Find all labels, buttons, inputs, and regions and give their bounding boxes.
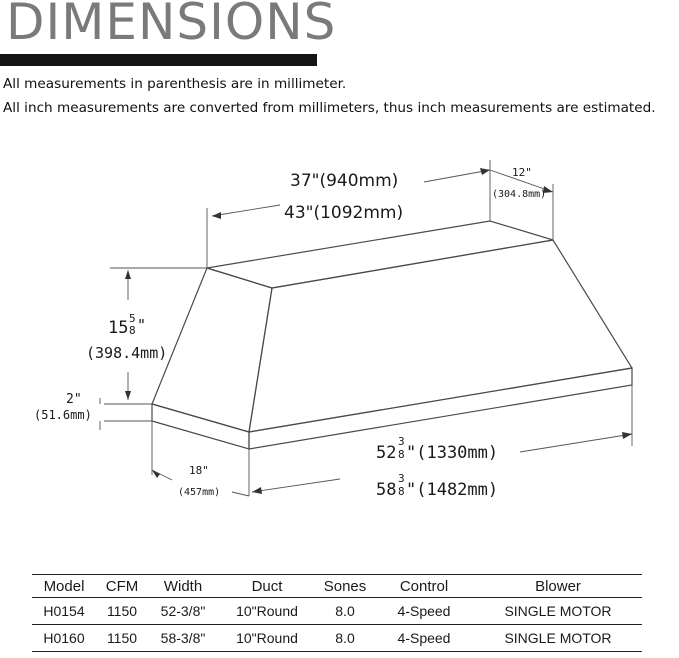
- label-band-height-mm: (51.6mm): [34, 408, 92, 422]
- label-front-width-num: 3: [398, 435, 405, 448]
- spec-header-blower: Blower: [474, 575, 642, 598]
- spec-header-control: Control: [374, 575, 474, 598]
- spec-header-cfm: CFM: [96, 575, 148, 598]
- label-height-whole: 15: [108, 318, 129, 338]
- table-row: [32, 625, 642, 652]
- label-overall-width-num: 3: [398, 472, 405, 485]
- label-front-width-den: 8: [398, 448, 405, 461]
- hood-front-face: [249, 240, 632, 432]
- label-height-mm: (398.4mm): [86, 344, 168, 362]
- label-front-width-whole: 52: [376, 443, 397, 463]
- spec-cell-blower: SINGLE MOTOR: [474, 598, 642, 625]
- hood-band-front: [249, 368, 632, 449]
- spec-cell-width: 52-3/8": [148, 598, 218, 625]
- label-overall-width-den: 8: [398, 485, 405, 498]
- spec-table-header-row: [32, 575, 642, 598]
- label-height: [108, 318, 128, 338]
- spec-cell-duct: 10"Round: [218, 598, 316, 625]
- label-top-depth-mm: (304.8mm): [492, 189, 547, 200]
- note-millimeter: All measurements in parenthesis are in millimeter.: [3, 76, 347, 92]
- label-height-num: 5: [129, 312, 136, 325]
- spec-header-sones: Sones: [316, 575, 374, 598]
- spec-header-width: Width: [148, 575, 218, 598]
- spec-cell-sones: 8.0: [316, 625, 374, 652]
- spec-header-duct: Duct: [218, 575, 316, 598]
- label-bottom-depth-in: 18": [189, 464, 209, 477]
- spec-cell-control: 4-Speed: [374, 598, 474, 625]
- label-overall-width-rest: "(1482mm): [406, 480, 499, 500]
- spec-cell-control: 4-Speed: [374, 625, 474, 652]
- label-top-depth-in: 12": [512, 166, 532, 179]
- spec-cell-model: H0160: [32, 625, 96, 652]
- spec-header-model: Model: [32, 575, 96, 598]
- spec-cell-cfm: 1150: [96, 625, 148, 652]
- label-bottom-depth-mm: (457mm): [178, 487, 221, 498]
- spec-table: [32, 574, 642, 652]
- label-top-front-width: 37"(940mm): [290, 171, 399, 191]
- spec-cell-blower: SINGLE MOTOR: [474, 625, 642, 652]
- table-row: [32, 598, 642, 625]
- spec-cell-width: 58-3/8": [148, 625, 218, 652]
- spec-cell-model: H0154: [32, 598, 96, 625]
- label-band-height-in: 2": [66, 392, 82, 407]
- spec-cell-duct: 10"Round: [218, 625, 316, 652]
- label-height-den: 8: [129, 324, 136, 337]
- label-front-width-rest: "(1330mm): [406, 443, 499, 463]
- note-estimated: All inch measurements are converted from millimeters, thus inch measurements are estimated.: [3, 100, 656, 116]
- spec-cell-sones: 8.0: [316, 598, 374, 625]
- hood-left-face: [152, 268, 272, 432]
- hood-top-face: [207, 221, 553, 288]
- label-top-rear-width: 43"(1092mm): [284, 203, 404, 223]
- spec-cell-cfm: 1150: [96, 598, 148, 625]
- page-title: DIMENSIONS: [6, 0, 337, 51]
- label-overall-width-whole: 58: [376, 480, 397, 500]
- label-height-mark: ": [137, 316, 147, 334]
- hood-band-left: [152, 404, 249, 449]
